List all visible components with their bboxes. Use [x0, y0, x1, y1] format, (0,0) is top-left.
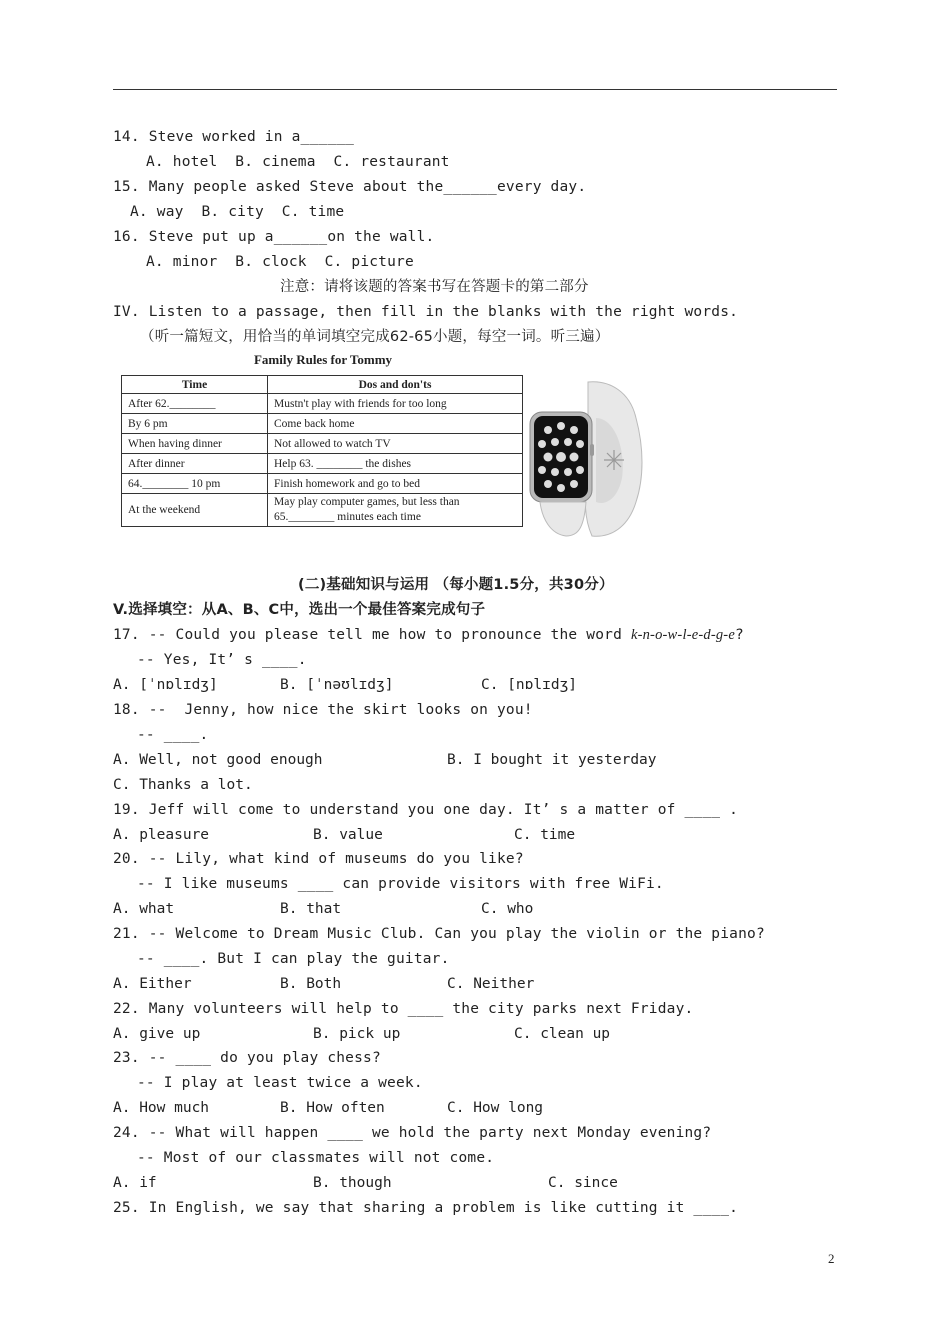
- table-cell-rule: Not allowed to watch TV: [268, 434, 523, 454]
- family-rules-figure: [113, 348, 653, 544]
- q22-option-b: B. pick up: [313, 1026, 401, 1042]
- q23-option-b: B. How often: [280, 1100, 385, 1116]
- table-row: [122, 394, 523, 414]
- q20-reply: -- I like museums ____ can provide visitors with free WiFi.: [137, 876, 664, 892]
- q21-option-b: B. Both: [280, 976, 342, 992]
- q24-option-c: C. since: [548, 1175, 618, 1191]
- section-2-heading: (二)基础知识与运用 （每小题1.5分，共30分）: [298, 577, 614, 593]
- q17-qmark: ?: [734, 627, 744, 643]
- table-title: Family Rules for Tommy: [253, 352, 393, 367]
- q21-reply: -- ____. But I can play the guitar.: [137, 951, 450, 967]
- q21-option-a: A. Either: [113, 976, 192, 992]
- q24-stem: 24. -- What will happen ____ we hold the party next Monday evening?: [113, 1125, 712, 1141]
- table-cell-rule: Mustn't play with friends for too long: [268, 394, 523, 414]
- table-cell-rule: May play computer games, but less than 65.________ minutes each time: [268, 494, 523, 527]
- q23-reply: -- I play at least twice a week.: [137, 1075, 423, 1091]
- q15-stem: 15. Many people asked Steve about the______every day.: [113, 179, 587, 195]
- smartwatch-image: [526, 378, 652, 540]
- family-rules-table: [121, 375, 523, 527]
- q14-stem: 14. Steve worked in a______: [113, 129, 355, 145]
- table-row: [122, 414, 523, 434]
- table-cell-time: After 62.________: [122, 394, 268, 414]
- q18-option-b: B. I bought it yesterday: [447, 752, 657, 768]
- q15-options: A. way B. city C. time: [130, 204, 345, 220]
- table-row: [122, 494, 523, 527]
- page-number: 2: [828, 1251, 835, 1266]
- table-cell-time: When having dinner: [122, 434, 268, 454]
- table-cell-rule: Help 63. ________ the dishes: [268, 454, 523, 474]
- q23-option-c: C. How long: [447, 1100, 544, 1116]
- header-rule: [113, 89, 837, 90]
- part4-subtitle: （听一篇短文，用恰当的单词填空完成62-65小题，每空一词。听三遍）: [140, 329, 610, 345]
- table-header-row: [122, 376, 523, 394]
- q18-stem: 18. -- Jenny, how nice the skirt looks on you!: [113, 702, 533, 718]
- part4-title: IV. Listen to a passage, then fill in the blanks with the right words.: [113, 304, 739, 320]
- q22-stem: 22. Many volunteers will help to ____ the city parks next Friday.: [113, 1001, 694, 1017]
- q17-stem: [113, 625, 744, 645]
- q19-option-c: C. time: [514, 827, 576, 843]
- table-row: [122, 474, 523, 494]
- q17-option-b: B. [ˈnəʊlɪdʒ]: [280, 677, 394, 693]
- q20-option-a: A. what: [113, 901, 175, 917]
- table-header-rules: Dos and don'ts: [268, 376, 523, 394]
- q18-reply: -- ____.: [137, 727, 209, 743]
- q21-stem: 21. -- Welcome to Dream Music Club. Can you play the violin or the piano?: [113, 926, 765, 942]
- q24-option-b: B. though: [313, 1175, 392, 1191]
- q23-stem: 23. -- ____ do you play chess?: [113, 1050, 381, 1066]
- table-row: [122, 454, 523, 474]
- q23-option-a: A. How much: [113, 1100, 210, 1116]
- note: 注意：请将该题的答案书写在答题卡的第二部分: [280, 279, 589, 295]
- q22-option-a: A. give up: [113, 1026, 201, 1042]
- q17-option-c: C. [nɒlɪdʒ]: [481, 677, 578, 693]
- q19-option-a: A. pleasure: [113, 827, 210, 843]
- q17-option-a: A. [ˈnɒlɪdʒ]: [113, 677, 218, 693]
- part5-heading: V.选择填空：从A、B、C中，选出一个最佳答案完成句子: [113, 602, 486, 618]
- q21-option-c: C. Neither: [447, 976, 535, 992]
- table-header-time: Time: [122, 376, 268, 394]
- q19-option-b: B. value: [313, 827, 383, 843]
- q16-stem: 16. Steve put up a______on the wall.: [113, 229, 435, 245]
- table-cell-time: At the weekend: [122, 494, 268, 527]
- q24-option-a: A. if: [113, 1175, 157, 1191]
- q18-option-a: A. Well, not good enough: [113, 752, 323, 768]
- q19-stem: 19. Jeff will come to understand you one day. It’ s a matter of ____ .: [113, 802, 739, 818]
- q20-stem: 20. -- Lily, what kind of museums do you like?: [113, 851, 524, 867]
- q25-stem: 25. In English, we say that sharing a problem is like cutting it ____.: [113, 1200, 739, 1216]
- q17-word: k-n-o-w-l-e-d-g-e: [630, 627, 735, 643]
- q14-options: A. hotel B. cinema C. restaurant: [146, 154, 450, 170]
- q18-option-c: C. Thanks a lot.: [113, 777, 253, 793]
- q20-option-c: C. who: [481, 901, 534, 917]
- table-cell-time: 64.________ 10 pm: [122, 474, 268, 494]
- q17-reply: -- Yes, It’ s ____.: [137, 652, 307, 668]
- q17-stem-text: 17. -- Could you please tell me how to pronounce the word: [113, 627, 622, 643]
- q24-reply: -- Most of our classmates will not come.: [137, 1150, 495, 1166]
- q16-options: A. minor B. clock C. picture: [146, 254, 414, 270]
- q22-option-c: C. clean up: [514, 1026, 611, 1042]
- table-cell-time: After dinner: [122, 454, 268, 474]
- q20-option-b: B. that: [280, 901, 342, 917]
- table-cell-time: By 6 pm: [122, 414, 268, 434]
- table-row: [122, 434, 523, 454]
- table-cell-rule: Come back home: [268, 414, 523, 434]
- table-cell-rule: Finish homework and go to bed: [268, 474, 523, 494]
